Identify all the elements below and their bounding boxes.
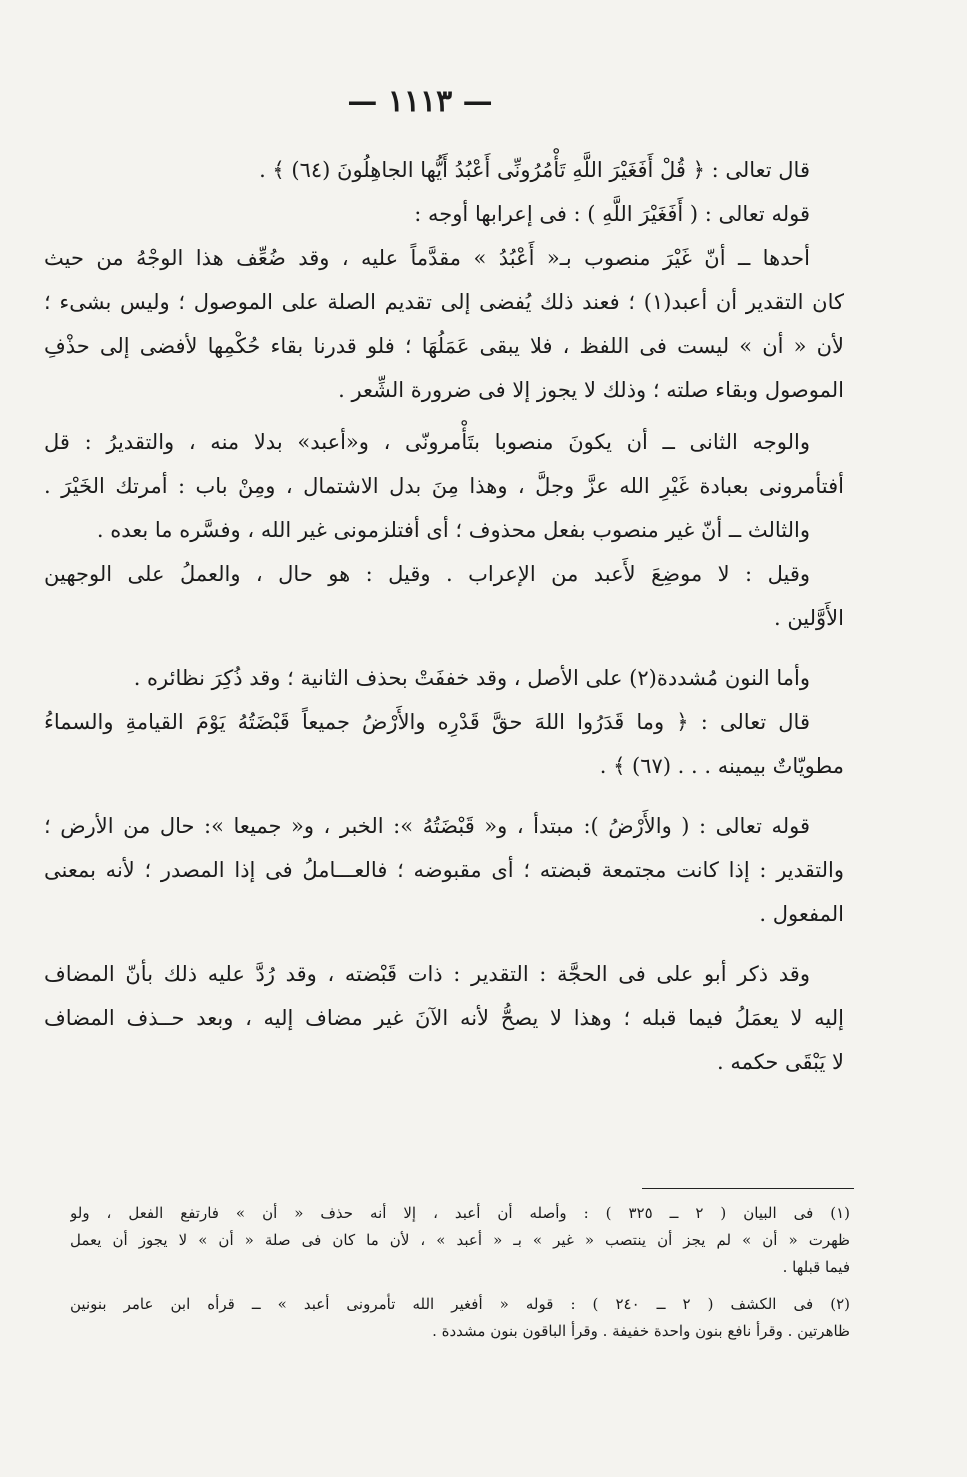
page-number: — ١١١٣ —: [347, 84, 493, 119]
text-line: أحدها ــ أنّ غَيْرَ منصوب بـ« أَعْبُدُ » مقدَّماً عليه ، وقد ضُعِّف هذا الوجْهُ من حيث: [44, 246, 810, 270]
text-line: قوله تعالى : ( والأَرْضُ ): مبتدأ ، و« قَبْضَتُهُ »: الخبر ، و« جميعا »: حال من الأرض ؛: [44, 814, 810, 838]
text-line: الأَوَّلين .: [773, 606, 844, 630]
main-text: [44, 148, 844, 1084]
verse-line: قال تعالى : ﴿ وما قَدَرُوا اللهَ حقَّ قَدْرِه والأَرْضُ جميعاً قَبْضَتُهُ يَوْمَ القيامةِ والسماءُ: [44, 710, 810, 734]
text-line: والوجه الثانى ــ أن يكونَ منصوبا بتَأْمرونّى ، و«أعبد» بدلا منه ، والتقديرُ : قل: [44, 430, 810, 454]
text-line: والتقدير : إذا كانت مجتمعة قبضته ؛ أى مقبوضه ؛ فالعـــاملُ فى إذا المصدر ؛ لأنه بمعنى: [44, 858, 844, 882]
text-line: أفتأمرونى بعبادة غَيْرِ الله عزَّ وجلَّ ، وهذا مِنَ بدل الاشتمال ، ومِنْ باب : أمرتك الخَيْرَ .: [44, 474, 844, 498]
text-line: إليه لا يعمَلُ فيما قبله ؛ وهذا لا يصحُّ لأنه الآنَ غير مضاف إليه ، وبعد حــذف المضاف: [44, 1006, 844, 1030]
footnote-line: (١) فى البيان ( ٢ ــ ٣٢٥ ) : وأصله أن أعبد ، إلا أنه حذف « أن » فارتفع الفعل ، ولو: [70, 1204, 850, 1222]
text-line: لا يَبْقَى حكمه .: [717, 1050, 844, 1074]
footnote-divider: [642, 1188, 854, 1189]
text-line: كان التقدير أن أعبد(١) ؛ فعند ذلك يُفضى إلى تقديم الصلة على الموصول ؛ وليس بشىء ؛: [44, 290, 844, 314]
text-line: الموصول وبقاء صلته ؛ وذلك لا يجوز إلا فى ضرورة الشِّعر .: [338, 378, 844, 402]
text-line: والثالث ــ أنّ غير منصوب بفعل محذوف ؛ أى أفتلزمونى غير الله ، وفسَّره ما بعده .: [96, 518, 810, 542]
text-line: المفعول .: [759, 902, 844, 926]
text-line: لأن « أن » ليست فى اللفظ ، فلا يبقى عَمَلُهَا ؛ فلو قدرنا بقاء حُكْمِها لأفضى إلى حذْفِ: [44, 334, 844, 358]
footnote-line: فيما قبلها .: [782, 1258, 850, 1276]
footnote-line: ظاهرتين . وقرأ نافع بنون واحدة خفيفة . وقرأ الباقون بنون مشددة .: [432, 1322, 850, 1340]
text-line: قوله تعالى : ( أَفَغَيْرَ اللَّهِ ) : فى إعرابها أوجه :: [414, 202, 810, 226]
footnote-line: (٢) فى الكشف ( ٢ ــ ٢٤٠ ) : قوله « أفغير الله تأمرونى أعبد » ــ قرأه ابن عامر بنونين: [70, 1295, 850, 1313]
verse-line: قال تعالى : ﴿ قُلْ أَفَغَيْرَ اللَّهِ تَأْمُرُونِّى أَعْبُدُ أَيُّها الجاهِلُونَ (٦٤) ﴾ .: [259, 158, 810, 182]
verse-line: مطويّاتٌ بيمينه . . . (٦٧) ﴾ .: [599, 754, 844, 778]
footnote-line: ظهرت « أن » لم يجز أن ينتصب « غير » بـ « أعبد » ، لأن ما كان فى صلة « أن » لا يجوز أن يعمل: [70, 1231, 850, 1249]
footnotes: [70, 1200, 850, 1345]
text-line: وقيل : لا موضِعَ لأَعبد من الإعراب . وقيل : هو حال ، والعملُ على الوجهين: [44, 562, 810, 586]
text-line: وأما النون مُشددة(٢) على الأصل ، وقد خففَتْ بحذف الثانية ؛ وقد ذُكِرَ نظائره .: [133, 666, 810, 690]
text-line: وقد ذكر أبو على فى الحجَّة : التقدير : ذات قَبْضته ، وقد رُدَّ عليه ذلك بأنّ المضاف: [44, 962, 810, 986]
